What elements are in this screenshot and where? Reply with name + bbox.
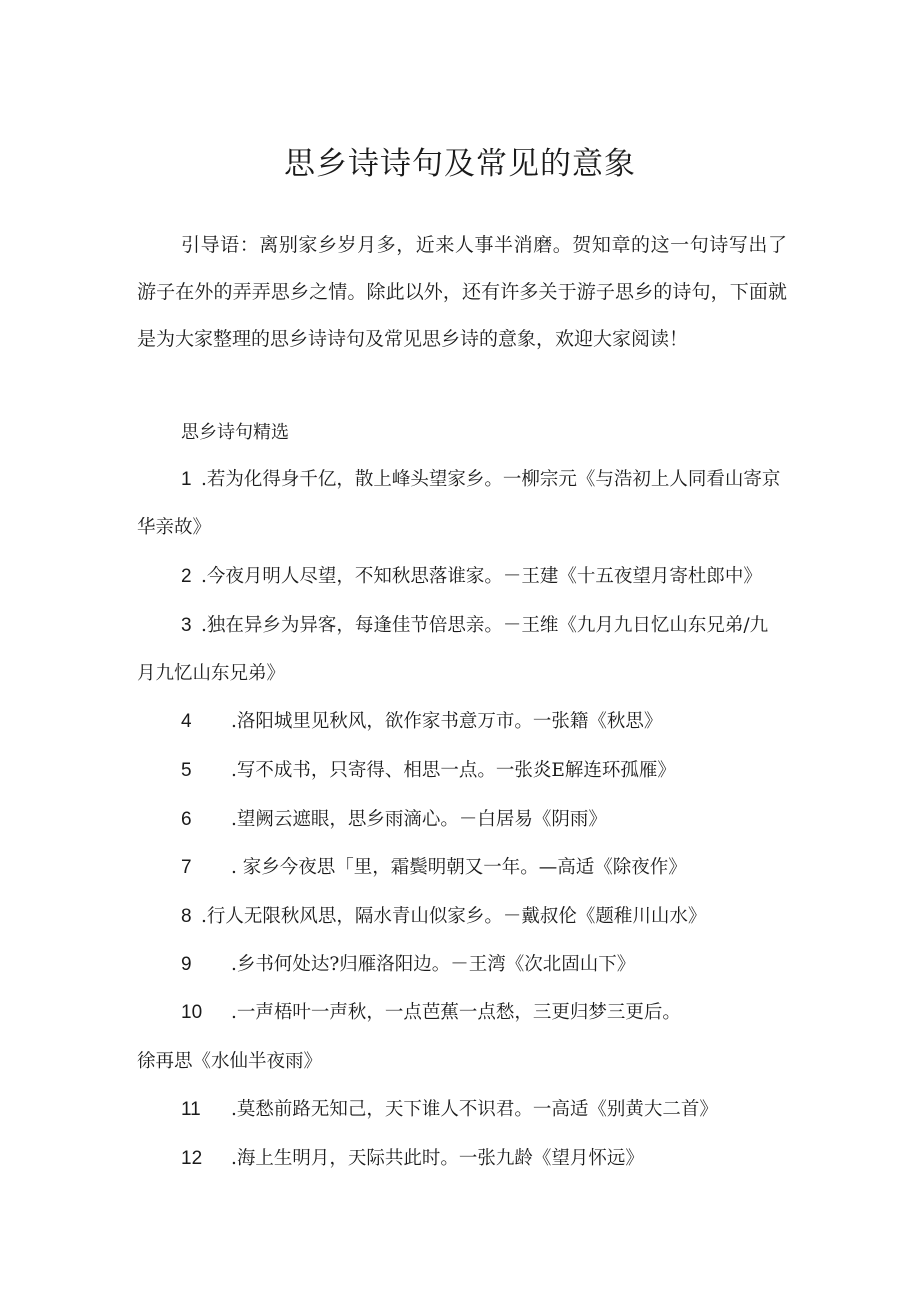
poem-number: 2 (181, 566, 192, 587)
poem-text: .独在异乡为异客，每逢佳节倍思亲。－王维《九月九日忆山东兄弟/九 (201, 615, 769, 636)
poem-number: 4 (181, 711, 192, 732)
poem-number: 3 (181, 615, 192, 636)
poem-continuation: 华亲故》 (137, 517, 212, 538)
poem-text: . 家乡今夜思「里，霜鬓明朝又一年。—高适《除夜作》 (231, 857, 687, 878)
poem-number: 9 (181, 954, 192, 975)
poem-number: 11 (181, 1099, 201, 1120)
page-title: 思乡诗诗句及常见的意象 (284, 146, 636, 182)
poem-number: 6 (181, 809, 192, 830)
poem-text: .海上生明月，天际共此时。一张九龄《望月怀远》 (231, 1148, 644, 1169)
poem-text: .望阙云遮眼，思乡雨滴心。－白居易《阴雨》 (231, 809, 607, 830)
poem-text: .若为化得身千亿，散上峰头望家乡。一柳宗元《与浩初上人同看山寄京 (201, 469, 781, 490)
poem-text: .洛阳城里见秋风，欲作家书意万市。一张籍《秋思》 (231, 711, 663, 732)
poem-continuation: 月九忆山东兄弟》 (137, 663, 286, 684)
poem-text: .写不成书，只寄得、相思一点。一张炎E解连环孤雁》 (231, 760, 676, 781)
poem-text: .今夜月明人尽望，不知秋思落谁家。－王建《十五夜望月寄杜郎中》 (201, 566, 762, 587)
poem-number: 8 (181, 906, 192, 927)
poem-text: .莫愁前路无知己，天下谁人不识君。一高适《别黄大二首》 (231, 1099, 718, 1120)
poem-number: 7 (181, 857, 192, 878)
poem-text: .乡书何处达?归雁洛阳边。－王湾《次北固山下》 (231, 954, 636, 975)
poem-text: .一声梧叶一声秋，一点芭蕉一点愁，三更归梦三更后。 (231, 1002, 681, 1023)
poem-number: 12 (181, 1148, 203, 1169)
section-heading: 思乡诗句精选 (181, 422, 289, 443)
poem-number: 5 (181, 760, 192, 781)
poem-text: .行人无限秋风思，隔水青山似家乡。－戴叔伦《题稚川山水》 (201, 906, 707, 927)
poem-number: 10 (181, 1002, 203, 1023)
poem-continuation: 徐再思《水仙半夜雨》 (137, 1051, 323, 1072)
poem-number: 1 (181, 469, 192, 490)
intro-paragraph: 引导语：离别家乡岁月多，近来人事半消磨。贺知章的这一句诗写出了游子在外的弄弄思乡之情。除此以外，还有许多关于游子思乡的诗句，下面就是为大家整理的思乡诗诗句及常见思乡诗的意象，欢迎大家阅读！ (137, 234, 787, 350)
